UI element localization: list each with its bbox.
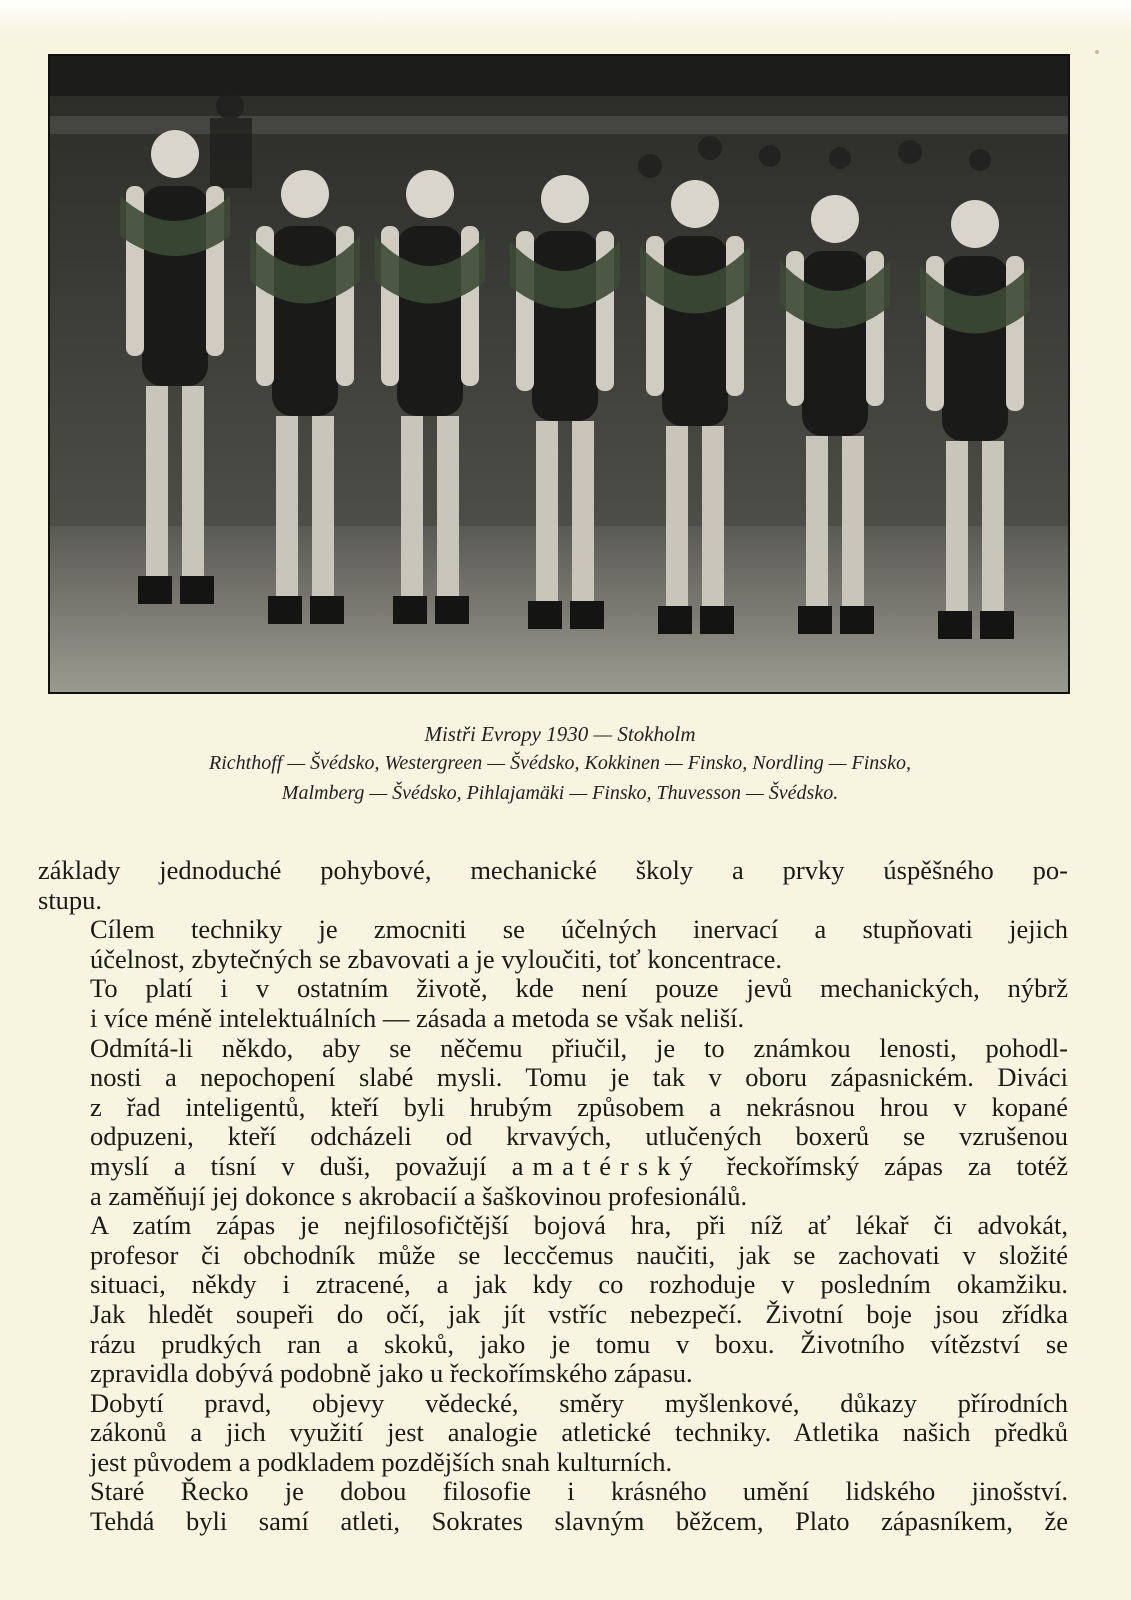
caption-names-line-1: Richthoff — Švédsko, Westergreen — Švédsko, Kokkinen — Finsko, Nordling — Finsko, — [209, 752, 911, 774]
spaced-emphasis-word: amatérský — [511, 1150, 702, 1181]
paragraph-2 — [38, 915, 1068, 974]
text-line: stupu. — [38, 884, 103, 915]
text-fragment: myslí a tísní v duši, považují — [90, 1150, 487, 1181]
wrestlers-photo-illustration — [50, 56, 1068, 692]
page-speck — [1095, 50, 1099, 54]
text-line: situaci, někdy i ztracené, a jak kdy co rozhoduje v posledním okamžiku. — [90, 1269, 1068, 1300]
text-line: To platí i v ostatním životě, kde není pouze jevů mechanických, nýbrž — [90, 973, 1068, 1004]
text-line: zákonů a jich využití jest analogie atletické techniky. Atletika našich předků — [90, 1417, 1068, 1448]
paragraph-3 — [38, 974, 1068, 1033]
body-text — [38, 856, 1068, 1537]
text-line: odpuzeni, kteří odcházeli od krvavých, utlučených boxerů se vzrušenou — [90, 1121, 1068, 1152]
scan-edge — [0, 0, 1131, 34]
text-fragment: řeckořímský zápas za totéž — [726, 1150, 1068, 1181]
paragraph-1 — [38, 856, 1068, 915]
text-line: Odmítá-li někdo, aby se něčemu přiučil, je to známkou lenosti, pohodl- — [90, 1032, 1068, 1063]
text-line: A zatím zápas je nejfilosofičtější bojová hra, při níž ať lékař či advokát, — [90, 1210, 1068, 1241]
text-line: základy jednoduché pohybové, mechanické školy a prvky úspěšného po- — [38, 855, 1068, 885]
text-line: nosti a nepochopení slabé mysli. Tomu je tak v oboru zápasnickém. Diváci — [90, 1062, 1068, 1093]
text-line: jest původem a podkladem pozdějších snah kulturních. — [90, 1446, 673, 1477]
paragraph-4 — [38, 1034, 1068, 1212]
text-line: rázu prudkých ran a skoků, jako je tomu v boxu. Životního vítězství se — [90, 1328, 1068, 1359]
text-line: účelnost, zbytečných se zbavovati a je vyloučiti, toť koncentrace. — [90, 943, 782, 974]
paragraph-6 — [38, 1389, 1068, 1478]
text-line: i více méně intelektuálních — zásada a metoda se však neliší. — [90, 1002, 745, 1033]
caption-names-line-2: Malmberg — Švédsko, Pihlajamäki — Finsko, Thuvesson — Švédsko. — [281, 782, 839, 804]
wrestlers-photograph — [48, 54, 1070, 694]
text-line: Staré Řecko je dobou filosofie i krásného umění lidského jinošství. — [90, 1476, 1068, 1507]
text-line-with-spaced-word — [38, 1152, 1068, 1182]
text-line: zpravidla dobývá podobně jako u řeckořímského zápasu. — [90, 1358, 693, 1389]
caption-title: Mistři Evropy 1930 — Stokholm — [424, 722, 696, 746]
text-line: Jak hledět soupeři do očí, jak jít vstříc nebezpečí. Životní boje jsou zřídka — [90, 1298, 1068, 1329]
paragraph-7 — [38, 1477, 1068, 1536]
paragraph-5 — [38, 1211, 1068, 1389]
text-line: z řad inteligentů, kteří byli hrubým způsobem a nekrásnou hrou v kopané — [90, 1091, 1068, 1122]
text-line: profesor či obchodník může se leccčemus naučiti, jak se zachovati v složité — [90, 1239, 1068, 1270]
text-line: a zaměňují jej dokonce s akrobacií a šaškovinou profesionálů. — [90, 1180, 748, 1211]
text-line: Tehdá byli samí atleti, Sokrates slavným běžcem, Plato zápasníkem, že — [90, 1506, 1068, 1537]
text-line: Dobytí pravd, objevy vědecké, směry myšlenkové, důkazy přírodních — [90, 1387, 1068, 1418]
text-line: Cílem techniky je zmocniti se účelných inervací a stupňovati jejich — [90, 914, 1068, 945]
